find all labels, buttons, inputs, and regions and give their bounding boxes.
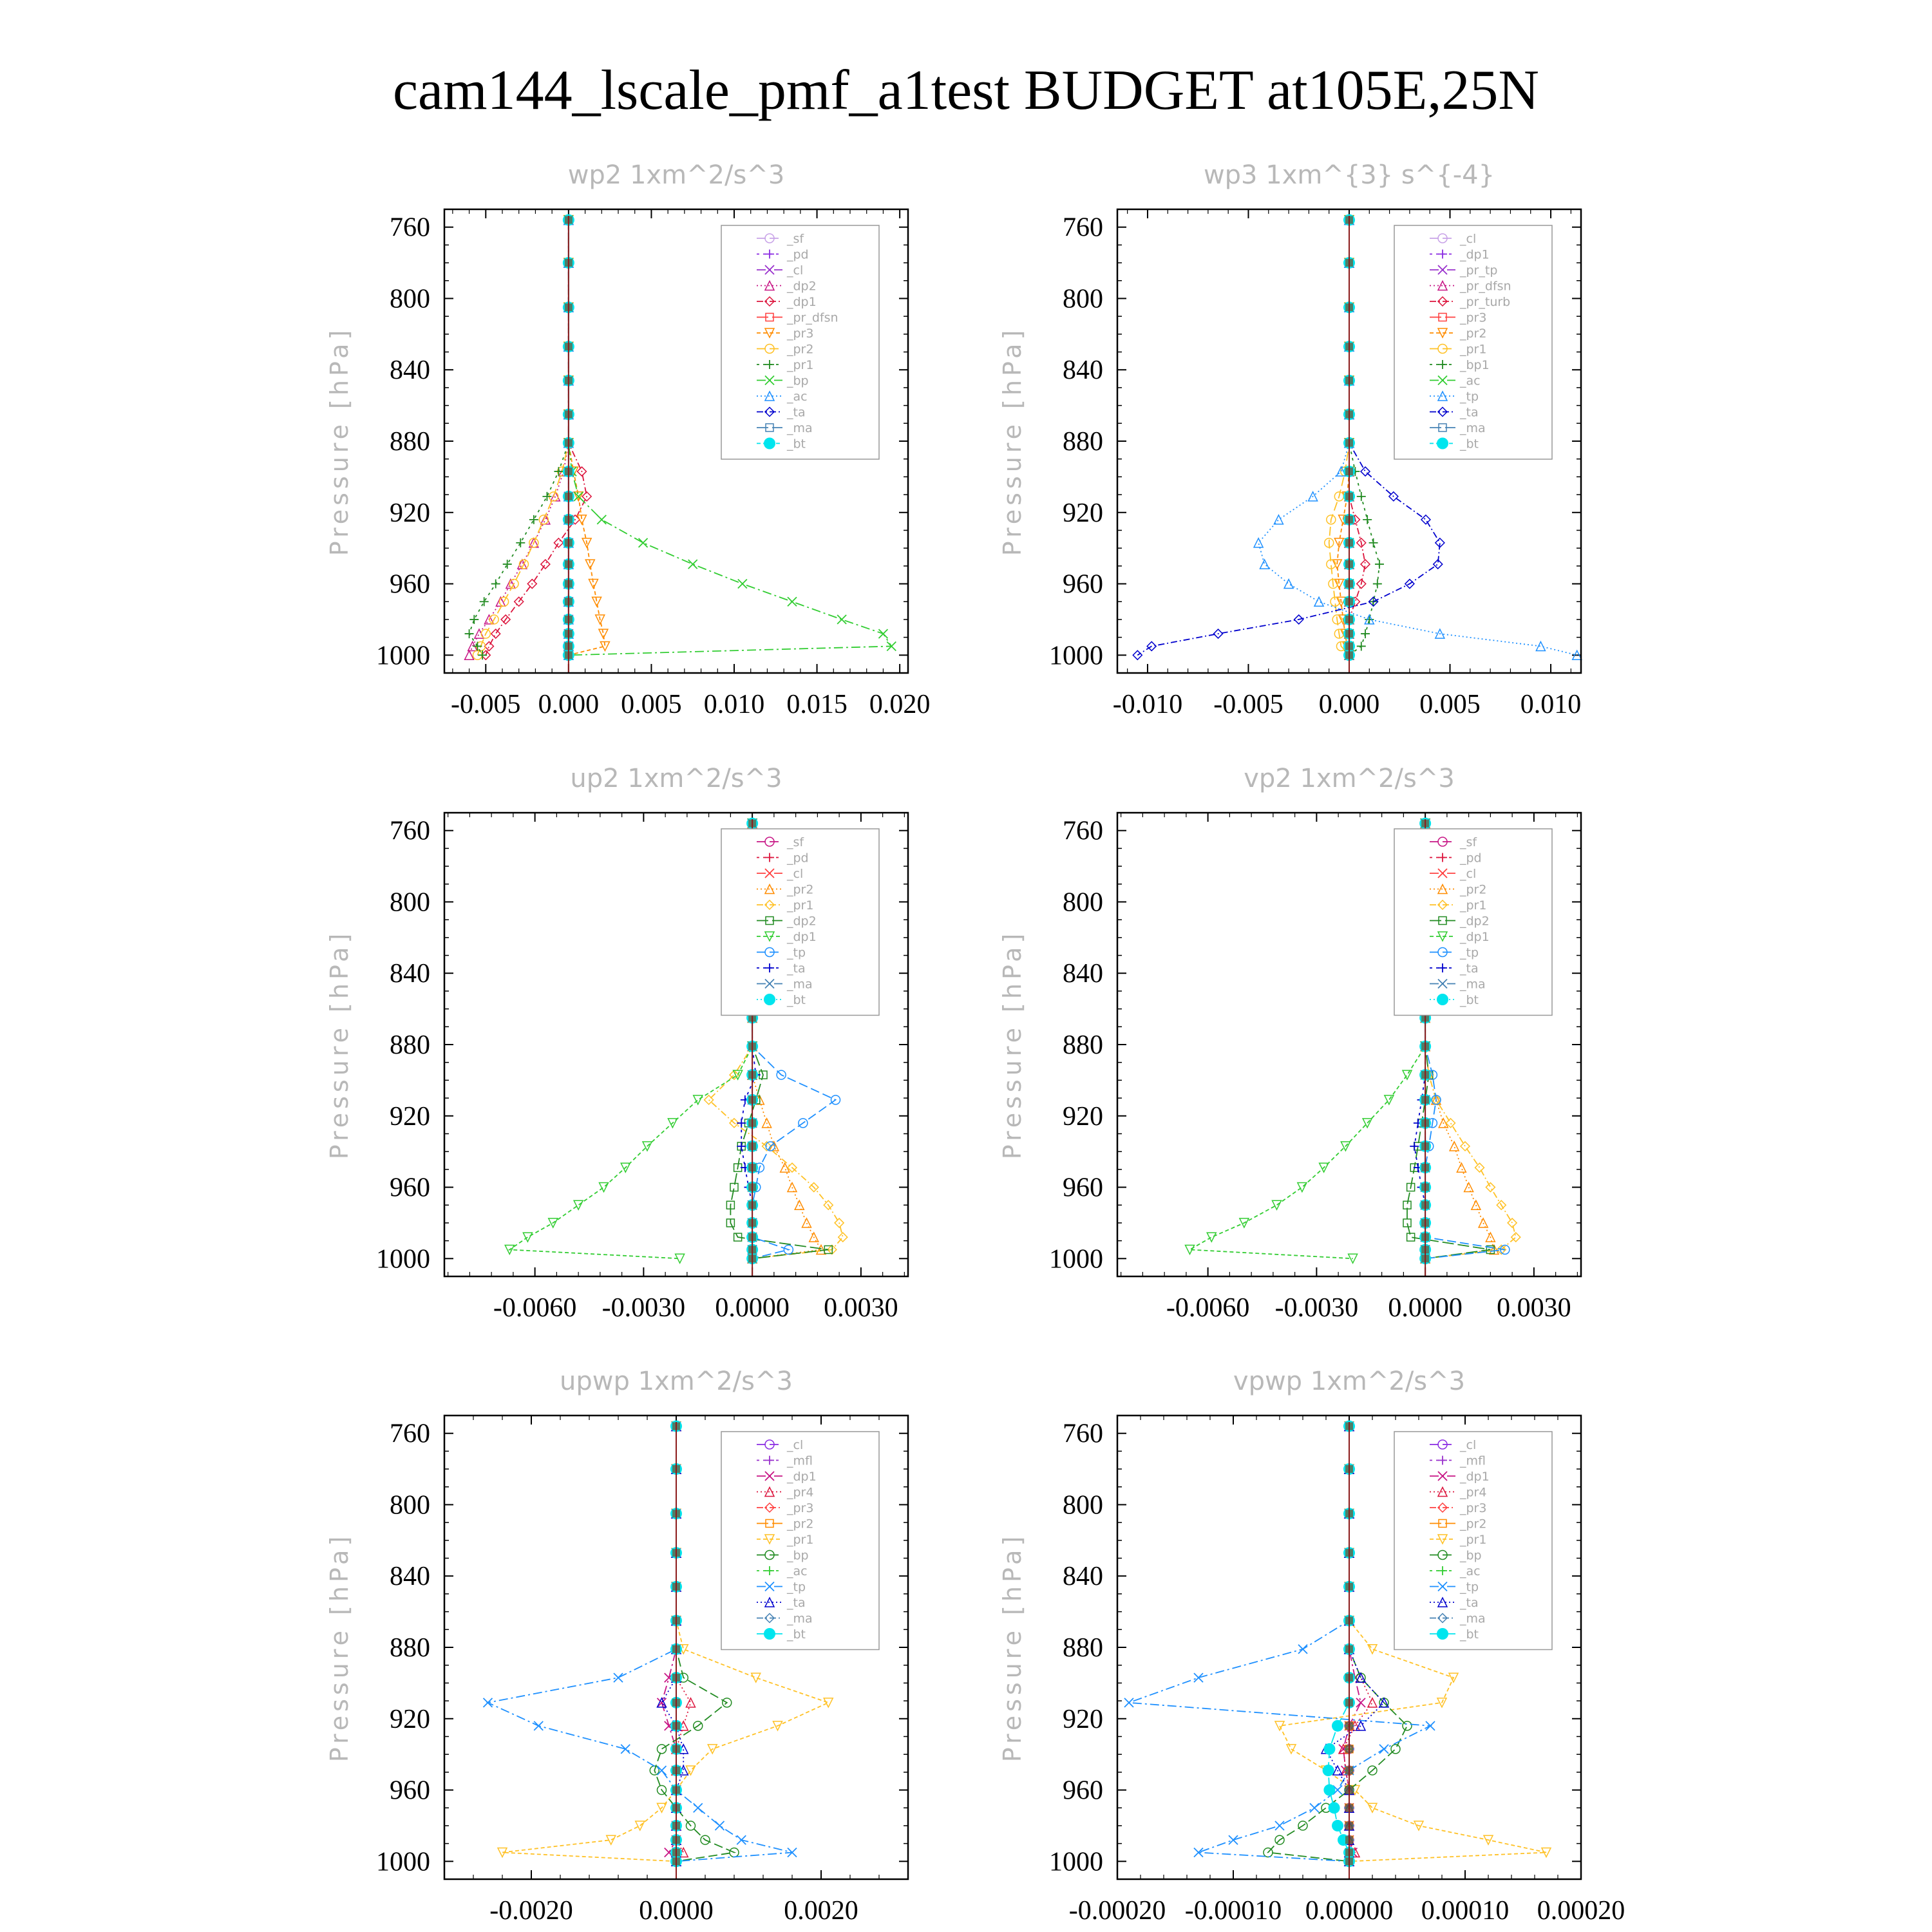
data-point (687, 1698, 696, 1707)
data-point (1426, 1721, 1435, 1730)
y-tick-label: 880 (1063, 1633, 1103, 1663)
x-tick-label: -0.0060 (493, 1293, 577, 1323)
y-tick-label: 840 (1063, 959, 1103, 989)
series-line (477, 220, 568, 656)
data-point (1133, 650, 1142, 659)
legend-label: _bt (787, 437, 806, 451)
x-tick-label: 0.005 (1419, 690, 1481, 719)
x-tick-label: 0.020 (869, 690, 931, 719)
data-point (1373, 580, 1382, 589)
data-point (636, 1821, 645, 1830)
legend-label: _dp1 (787, 930, 817, 944)
data-point (1274, 515, 1283, 524)
data-point (1403, 1070, 1412, 1079)
y-tick-label: 760 (1063, 816, 1103, 846)
data-point (737, 1142, 746, 1151)
y-axis-label: Pressure [hPa] (325, 929, 354, 1160)
y-tick-label: 920 (1063, 498, 1103, 528)
data-point (614, 1673, 623, 1682)
data-point (658, 1745, 667, 1754)
data-point (795, 1200, 804, 1209)
y-tick-label: 880 (390, 1030, 430, 1060)
legend-label: _cl (787, 263, 804, 278)
legend-label: _ta (787, 961, 806, 976)
y-tick-label: 1000 (1049, 641, 1103, 671)
series-dp1 (1339, 1422, 1365, 1866)
legend-label: _pr4 (1460, 1485, 1487, 1500)
data-point (1310, 1803, 1319, 1812)
legend-label: _cl (1460, 232, 1477, 246)
data-point (1403, 1721, 1412, 1730)
data-point (1323, 1785, 1335, 1796)
y-tick-label: 760 (390, 816, 430, 846)
legend-label: _bp1 (1460, 358, 1490, 372)
data-point (788, 597, 797, 606)
data-point (1368, 1803, 1377, 1812)
data-point (491, 580, 500, 589)
chart-panel-2 (998, 160, 1582, 719)
x-tick-label: -0.0020 (489, 1896, 573, 1926)
data-point (1357, 492, 1366, 501)
y-tick-label: 960 (390, 1776, 430, 1806)
chart-panel-1 (325, 160, 930, 719)
y-axis-label: Pressure [hPa] (998, 929, 1027, 1160)
legend-label: _pr3 (787, 1501, 814, 1515)
legend-label: _bt (787, 993, 806, 1007)
data-point (1368, 1698, 1377, 1707)
data-point (1254, 538, 1263, 547)
legend-label: _pr3 (1460, 310, 1487, 325)
series-line (1190, 824, 1426, 1259)
legend-marker (764, 994, 775, 1005)
legend-label: _dp1 (787, 1470, 817, 1484)
data-point (1273, 1200, 1282, 1209)
data-point (491, 629, 500, 638)
data-point (1450, 1142, 1459, 1151)
y-tick-label: 920 (390, 1101, 430, 1132)
data-point (484, 641, 493, 650)
legend (1394, 1432, 1552, 1650)
legend-marker (764, 438, 775, 450)
legend-label: _ta (1460, 961, 1479, 976)
series-pr2 (473, 216, 573, 660)
data-point (1379, 1745, 1388, 1754)
data-point (574, 1200, 583, 1209)
legend-marker (1437, 994, 1448, 1005)
series-dp1 (481, 216, 591, 660)
chart-panel-6 (998, 1367, 1625, 1926)
data-point (516, 538, 525, 547)
data-point (1479, 1218, 1488, 1227)
legend-label: _pr_turb (1460, 295, 1511, 309)
data-point (1229, 1835, 1238, 1844)
y-tick-label: 960 (390, 569, 430, 600)
data-point (1421, 515, 1430, 524)
data-point (1369, 538, 1378, 547)
y-axis-label: Pressure [hPa] (998, 326, 1027, 556)
panel-title: vpwp 1xm^2/s^3 (1233, 1367, 1466, 1396)
y-tick-label: 840 (390, 355, 430, 386)
x-tick-label: 0.0030 (824, 1293, 898, 1323)
y-tick-label: 800 (390, 284, 430, 314)
legend-label: _pr1 (787, 898, 814, 913)
x-tick-label: 0.0020 (784, 1896, 858, 1926)
data-point (534, 1721, 543, 1730)
data-point (1475, 1163, 1484, 1172)
series-line (469, 220, 569, 656)
series-pr1 (465, 216, 573, 660)
legend-label: _ma (787, 977, 813, 992)
y-tick-label: 800 (1063, 887, 1103, 918)
y-tick-label: 840 (1063, 1562, 1103, 1592)
data-point (529, 515, 538, 524)
legend-label: _ta (1460, 1596, 1479, 1610)
y-tick-label: 880 (1063, 1030, 1103, 1060)
data-point (1365, 615, 1374, 624)
legend-label: _bt (1460, 1627, 1479, 1642)
legend-marker (1437, 438, 1448, 450)
data-point (1298, 1645, 1307, 1654)
legend-label: _pr3 (787, 327, 814, 341)
series-ta (658, 1422, 688, 1866)
series-bt (1323, 1421, 1355, 1868)
x-tick-label: -0.0030 (601, 1293, 686, 1323)
y-tick-label: 1000 (376, 1847, 430, 1877)
data-point (1323, 1765, 1334, 1776)
legend-label: _pr_dfsn (1460, 279, 1511, 294)
series-line (1129, 1426, 1430, 1862)
legend-label: _tp (787, 1580, 806, 1595)
series-line (486, 220, 587, 656)
series-pr3 (564, 216, 610, 660)
y-tick-label: 1000 (376, 1244, 430, 1274)
data-point (469, 615, 478, 624)
data-point (1361, 560, 1370, 569)
y-tick-label: 840 (390, 959, 430, 989)
x-tick-label: -0.0060 (1166, 1293, 1250, 1323)
series-line (662, 1426, 684, 1862)
data-point (694, 1803, 703, 1812)
figure-title: cam144_lscale_pmf_a1test BUDGET at105E,25N (393, 59, 1539, 122)
legend-label: _tp (787, 945, 806, 960)
legend-label: _cl (787, 1438, 804, 1452)
data-point (1260, 560, 1269, 569)
legend-label: _cl (1460, 1438, 1477, 1452)
legend-label: _dp1 (1460, 247, 1490, 262)
legend-label: _ac (1460, 374, 1481, 388)
series-line (1329, 1426, 1349, 1862)
data-point (1284, 580, 1293, 589)
legend-label: _pr1 (787, 358, 814, 372)
legend-label: _pd (787, 247, 809, 262)
data-point (824, 1698, 833, 1707)
legend-label: _pr1 (1460, 898, 1487, 913)
x-tick-label: -0.00010 (1184, 1896, 1282, 1926)
y-tick-label: 1000 (376, 641, 430, 671)
legend-label: _ma (787, 421, 813, 435)
legend-label: _pr_tp (1460, 263, 1498, 278)
legend-label: _ta (1460, 405, 1479, 420)
data-point (597, 515, 606, 524)
y-tick-label: 880 (390, 427, 430, 457)
y-tick-label: 960 (1063, 1173, 1103, 1203)
x-tick-label: 0.0030 (1497, 1293, 1571, 1323)
y-tick-label: 800 (390, 1490, 430, 1520)
x-tick-label: 0.015 (786, 690, 848, 719)
y-tick-label: 760 (390, 213, 430, 243)
series-dp1 (1186, 819, 1430, 1264)
y-tick-label: 880 (1063, 427, 1103, 457)
data-point (478, 650, 487, 659)
y-tick-label: 880 (390, 1633, 430, 1663)
data-point (554, 467, 563, 476)
legend-label: _cl (1460, 867, 1477, 881)
legend (1394, 829, 1552, 1016)
series-line (469, 220, 569, 656)
legend-label: _pr_dfsn (787, 310, 838, 325)
y-tick-label: 920 (390, 1704, 430, 1734)
x-tick-label: 0.00020 (1537, 1896, 1625, 1926)
legend-label: _dp2 (1460, 914, 1490, 929)
y-tick-label: 800 (1063, 1490, 1103, 1520)
y-tick-label: 920 (390, 498, 430, 528)
legend (721, 1432, 879, 1650)
legend-label: _mfl (1460, 1454, 1486, 1468)
x-tick-label: -0.005 (451, 690, 521, 719)
y-tick-label: 920 (1063, 1101, 1103, 1132)
series-pr4 (1339, 1422, 1377, 1866)
legend-label: _dp2 (787, 279, 817, 294)
legend-label: _bp (787, 374, 809, 388)
data-point (484, 1698, 493, 1707)
data-point (541, 560, 550, 569)
legend-label: _ac (1460, 1564, 1481, 1578)
data-point (523, 1233, 532, 1242)
data-point (1332, 1720, 1343, 1732)
legend-label: _ma (787, 1611, 813, 1626)
y-tick-label: 760 (1063, 1419, 1103, 1449)
legend-label: _bt (787, 1627, 806, 1642)
series-line (1326, 1426, 1384, 1862)
data-point (715, 1821, 724, 1830)
data-point (480, 597, 489, 606)
legend-label: _dp1 (1460, 1470, 1490, 1484)
legend-label: _tp (1460, 390, 1479, 404)
legend-label: _ma (1460, 977, 1486, 992)
legend-label: _pr2 (1460, 882, 1487, 897)
data-point (1332, 1820, 1343, 1832)
legend-label: _bp (1460, 1548, 1482, 1563)
x-tick-label: 0.0000 (639, 1896, 714, 1926)
legend (721, 225, 879, 459)
data-point (1329, 1802, 1340, 1814)
y-tick-label: 840 (1063, 355, 1103, 386)
x-tick-label: -0.0030 (1274, 1293, 1359, 1323)
x-tick-label: 0.0000 (1388, 1293, 1463, 1323)
y-axis-label: Pressure [hPa] (325, 326, 354, 556)
data-point (1314, 597, 1323, 606)
data-point (621, 1745, 630, 1754)
x-tick-label: 0.00010 (1421, 1896, 1510, 1926)
y-tick-label: 840 (390, 1562, 430, 1592)
legend-label: _pr3 (1460, 1501, 1487, 1515)
x-tick-label: 0.00000 (1305, 1896, 1394, 1926)
x-tick-label: 0.010 (1520, 690, 1582, 719)
data-point (465, 629, 474, 638)
data-point (1194, 1848, 1203, 1857)
legend-label: _ta (787, 405, 806, 420)
legend-label: _pr2 (787, 342, 814, 357)
data-point (1357, 641, 1366, 650)
x-tick-label: -0.010 (1112, 690, 1183, 719)
legend-label: _ta (787, 1596, 806, 1610)
data-point (1363, 515, 1372, 524)
x-tick-label: 0.0000 (715, 1293, 790, 1323)
x-tick-label: 0.005 (621, 690, 682, 719)
data-point (878, 629, 887, 638)
series-line (1329, 220, 1349, 656)
series-line (1268, 1426, 1407, 1862)
legend-label: _ac (787, 390, 808, 404)
data-point (837, 615, 846, 624)
legend-label: _pr1 (1460, 1533, 1487, 1547)
series-dp2 (465, 216, 573, 660)
data-point (1457, 1163, 1466, 1172)
data-point (1486, 1183, 1495, 1192)
panel-title: wp2 1xm^2/s^3 (567, 160, 785, 190)
legend-label: _bt (1460, 993, 1479, 1007)
data-point (473, 641, 482, 650)
x-tick-label: -0.005 (1213, 690, 1283, 719)
data-point (1361, 629, 1370, 638)
legend-label: _dp1 (787, 295, 817, 309)
y-tick-label: 760 (1063, 213, 1103, 243)
legend-label: _sf (787, 835, 804, 849)
legend-label: _sf (1460, 835, 1477, 849)
y-axis-label: Pressure [hPa] (998, 1532, 1027, 1763)
data-point (1536, 641, 1545, 650)
legend-label: _ma (1460, 1611, 1486, 1626)
legend-label: _pr2 (1460, 327, 1487, 341)
legend-label: _pr2 (787, 882, 814, 897)
legend-label: _ma (1460, 421, 1486, 435)
chart-panel-4 (998, 764, 1581, 1323)
legend-label: _bt (1460, 437, 1479, 451)
series-line (1349, 220, 1379, 656)
y-tick-label: 800 (390, 887, 430, 918)
data-point (1194, 1673, 1203, 1682)
y-tick-label: 760 (390, 1419, 430, 1449)
y-tick-label: 1000 (1049, 1244, 1103, 1274)
data-point (688, 560, 697, 569)
data-point (639, 538, 648, 547)
x-tick-label: 0.000 (538, 690, 600, 719)
legend-label: _cl (787, 867, 804, 881)
chart-panel-5 (325, 1367, 908, 1926)
data-point (658, 1698, 667, 1707)
data-point (802, 1218, 811, 1227)
data-point (1323, 1743, 1335, 1755)
legend-marker (1437, 1628, 1448, 1640)
legend-label: _sf (787, 232, 804, 246)
series-line (509, 824, 752, 1259)
legend-label: _tp (1460, 945, 1479, 960)
data-point (737, 1835, 746, 1844)
series-bp (1264, 1422, 1412, 1866)
y-tick-label: 960 (1063, 1776, 1103, 1806)
data-point (503, 560, 512, 569)
data-point (1461, 1142, 1470, 1151)
legend-label: _pd (1460, 851, 1482, 866)
x-tick-label: 0.000 (1318, 690, 1380, 719)
legend-label: _ac (787, 1564, 808, 1578)
chart-panel-3 (325, 764, 908, 1323)
y-tick-label: 1000 (1049, 1847, 1103, 1877)
legend-label: _mfl (787, 1454, 813, 1468)
data-point (465, 650, 474, 659)
x-tick-label: 0.010 (703, 690, 765, 719)
y-tick-label: 920 (1063, 1704, 1103, 1734)
legend-label: _pr4 (787, 1485, 814, 1500)
series-dp1 (505, 819, 757, 1264)
series-line (569, 220, 605, 656)
series-line (1349, 220, 1365, 656)
legend-label: _pd (787, 851, 809, 866)
data-point (1375, 560, 1384, 569)
data-point (1356, 1698, 1365, 1707)
series-tp (1124, 1422, 1435, 1866)
y-tick-label: 960 (1063, 569, 1103, 600)
legend-label: _bp (787, 1548, 809, 1563)
data-point (738, 580, 747, 589)
legend-label: _tp (1460, 1580, 1479, 1595)
legend-marker (764, 1628, 775, 1640)
data-point (1391, 1745, 1400, 1754)
legend (721, 829, 879, 1016)
panel-title: vp2 1xm^2/s^3 (1244, 764, 1455, 793)
panel-title: upwp 1xm^2/s^3 (560, 1367, 793, 1396)
legend-label: _pr1 (1460, 342, 1487, 357)
panel-title: wp3 1xm^{3} s^{-4} (1203, 160, 1495, 190)
y-axis-label: Pressure [hPa] (325, 1532, 354, 1763)
legend-label: _pr2 (1460, 1517, 1487, 1531)
data-point (1207, 1233, 1216, 1242)
x-tick-label: -0.00020 (1068, 1896, 1166, 1926)
legend-label: _pr1 (787, 1533, 814, 1547)
series-line (1343, 1426, 1361, 1862)
y-tick-label: 960 (390, 1173, 430, 1203)
panel-title: up2 1xm^2/s^3 (570, 764, 782, 793)
data-point (554, 538, 563, 547)
legend (1394, 225, 1552, 459)
y-tick-label: 800 (1063, 284, 1103, 314)
legend-label: _dp2 (787, 914, 817, 929)
legend-label: _pr2 (787, 1517, 814, 1531)
data-point (1124, 1698, 1133, 1707)
data-point (1403, 1219, 1411, 1227)
data-point (752, 1673, 761, 1682)
data-point (1275, 1821, 1284, 1830)
legend-label: _dp1 (1460, 930, 1490, 944)
